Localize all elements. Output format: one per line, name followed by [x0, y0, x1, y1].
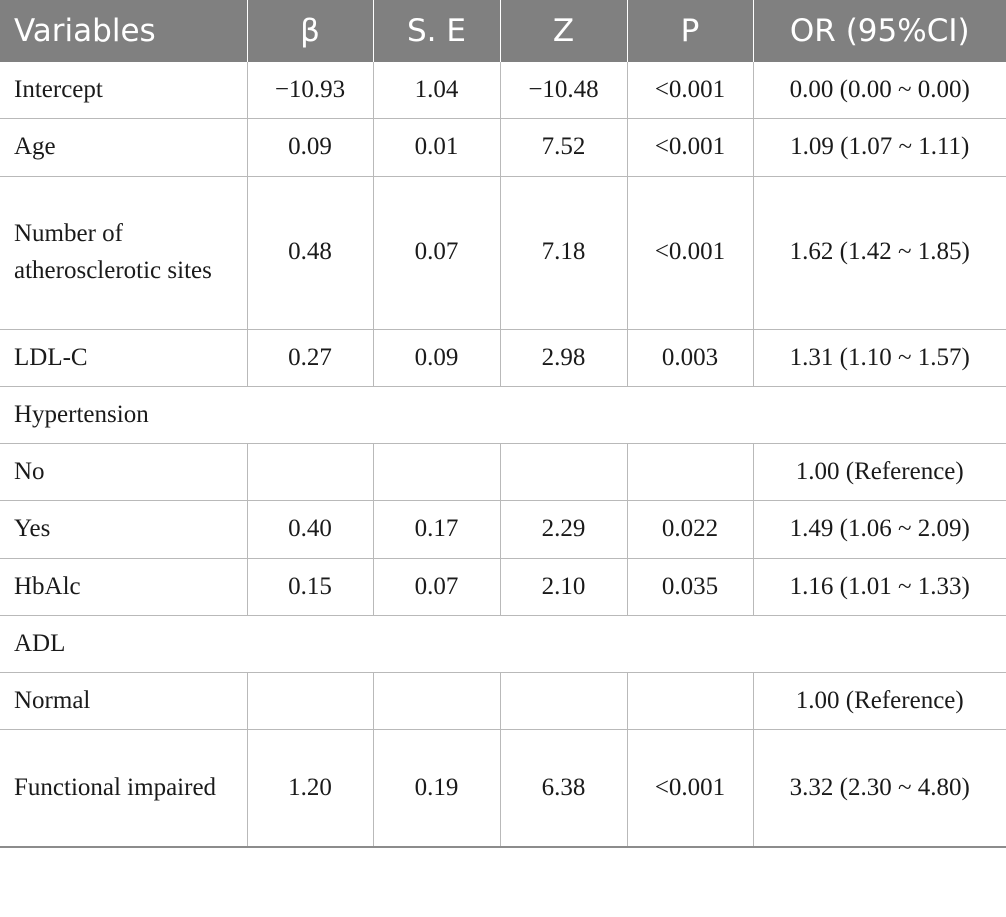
column-header-beta: β — [247, 0, 373, 62]
column-header-variables: Variables — [0, 0, 247, 62]
cell-or: 1.00 (Reference) — [753, 444, 1006, 501]
table-row — [0, 62, 1006, 119]
cell-variable: Yes — [0, 501, 247, 558]
column-header-se: S. E — [373, 0, 500, 62]
cell-p: <0.001 — [627, 119, 753, 176]
column-header-or: OR (95%CI) — [753, 0, 1006, 62]
cell-group-label: Hypertension — [0, 386, 1006, 443]
cell-z: 6.38 — [500, 730, 627, 848]
cell-p: 0.035 — [627, 558, 753, 615]
cell-or: 1.49 (1.06 ~ 2.09) — [753, 501, 1006, 558]
cell-variable: Functional impaired — [0, 730, 247, 848]
cell-beta: −10.93 — [247, 62, 373, 119]
column-header-p: P — [627, 0, 753, 62]
table-group-row — [0, 386, 1006, 443]
cell-se: 0.01 — [373, 119, 500, 176]
table-row — [0, 329, 1006, 386]
cell-se: 0.19 — [373, 730, 500, 848]
cell-z: 2.10 — [500, 558, 627, 615]
cell-variable: HbAlc — [0, 558, 247, 615]
cell-or: 1.31 (1.10 ~ 1.57) — [753, 329, 1006, 386]
cell-se — [373, 673, 500, 730]
cell-variable: No — [0, 444, 247, 501]
cell-beta: 0.09 — [247, 119, 373, 176]
cell-beta: 0.48 — [247, 176, 373, 329]
cell-p — [627, 673, 753, 730]
cell-se: 1.04 — [373, 62, 500, 119]
cell-or: 1.00 (Reference) — [753, 673, 1006, 730]
table-group-row — [0, 615, 1006, 672]
cell-beta — [247, 444, 373, 501]
cell-p: <0.001 — [627, 176, 753, 329]
cell-or: 1.62 (1.42 ~ 1.85) — [753, 176, 1006, 329]
cell-p — [627, 444, 753, 501]
column-header-z: Z — [500, 0, 627, 62]
cell-or: 0.00 (0.00 ~ 0.00) — [753, 62, 1006, 119]
cell-variable: Intercept — [0, 62, 247, 119]
table-row — [0, 119, 1006, 176]
cell-variable: Number of atherosclerotic sites — [0, 176, 247, 329]
cell-beta: 0.27 — [247, 329, 373, 386]
cell-p: <0.001 — [627, 62, 753, 119]
cell-z: 7.52 — [500, 119, 627, 176]
table-header-row — [0, 0, 1006, 62]
table-header — [0, 0, 1006, 62]
cell-p: <0.001 — [627, 730, 753, 848]
cell-z — [500, 673, 627, 730]
table-row — [0, 730, 1006, 848]
cell-or: 1.16 (1.01 ~ 1.33) — [753, 558, 1006, 615]
cell-z: −10.48 — [500, 62, 627, 119]
cell-variable: LDL-C — [0, 329, 247, 386]
cell-p: 0.022 — [627, 501, 753, 558]
cell-group-label: ADL — [0, 615, 1006, 672]
cell-or: 3.32 (2.30 ~ 4.80) — [753, 730, 1006, 848]
cell-z: 2.29 — [500, 501, 627, 558]
cell-z — [500, 444, 627, 501]
table-row — [0, 444, 1006, 501]
cell-se: 0.07 — [373, 176, 500, 329]
cell-beta: 0.40 — [247, 501, 373, 558]
table-row — [0, 673, 1006, 730]
table-row — [0, 558, 1006, 615]
cell-variable: Normal — [0, 673, 247, 730]
cell-se: 0.09 — [373, 329, 500, 386]
cell-se: 0.17 — [373, 501, 500, 558]
table-body — [0, 62, 1006, 847]
cell-p: 0.003 — [627, 329, 753, 386]
cell-beta — [247, 673, 373, 730]
cell-z: 2.98 — [500, 329, 627, 386]
cell-beta: 0.15 — [247, 558, 373, 615]
cell-beta: 1.20 — [247, 730, 373, 848]
cell-se — [373, 444, 500, 501]
cell-z: 7.18 — [500, 176, 627, 329]
cell-or: 1.09 (1.07 ~ 1.11) — [753, 119, 1006, 176]
table-row — [0, 176, 1006, 329]
cell-se: 0.07 — [373, 558, 500, 615]
table-row — [0, 501, 1006, 558]
cell-variable: Age — [0, 119, 247, 176]
